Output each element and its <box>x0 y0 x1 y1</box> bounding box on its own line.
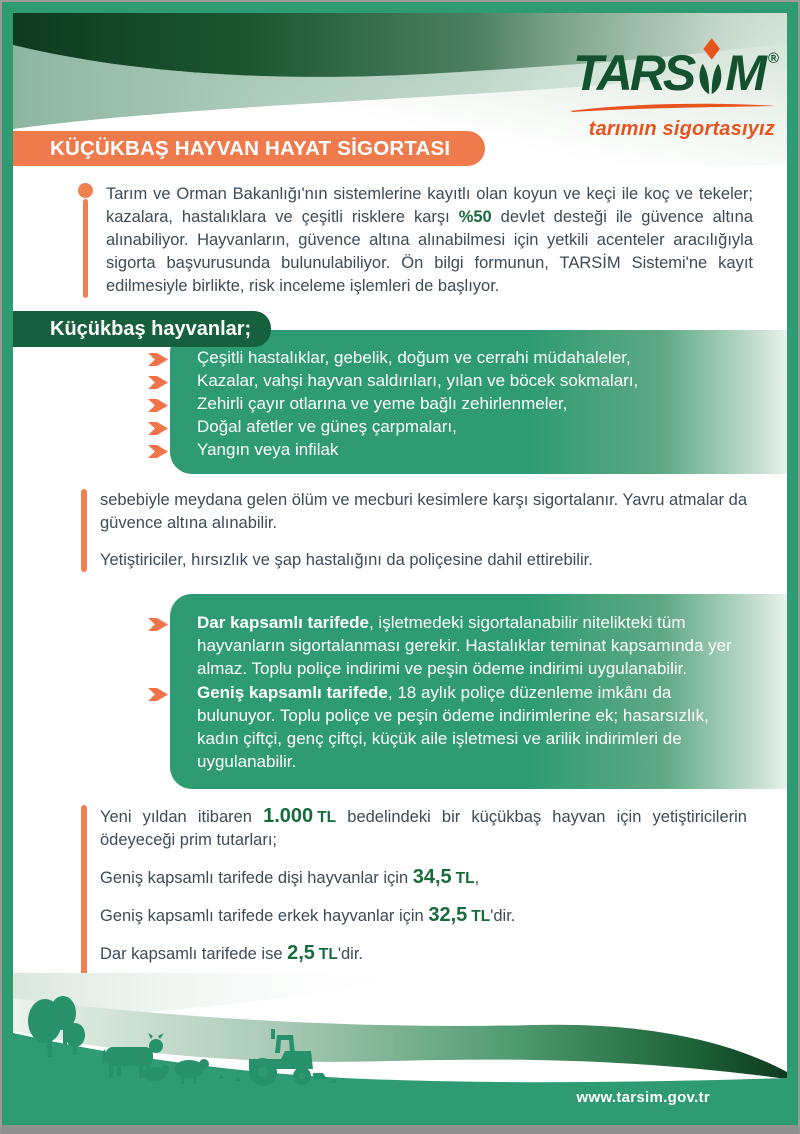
list-item: Doğal afetler ve güneş çarpmaları, <box>197 415 761 438</box>
list-item: Dar kapsamlı tarifede, işletmedeki sigortalanabilir nitelikteki tüm hayvanların sigortalanması gerekir. Hastalıklar teminat kapsamında yer almaz. Toplu poliçe indirimi ve peşin ödeme indirimi uygulanabilir. <box>197 611 751 680</box>
intro-section <box>77 183 753 298</box>
currency-label: TL <box>471 908 491 925</box>
list-item: Geniş kapsamlı tarifede, 18 aylık poliçe düzenleme imkânı da bulunuyor. Toplu poliçe ve peşin ödeme indirimlerine ek; hasarsızlık, kadın çiftçi, genç çiftçi, küçük aile işletmesi ve arilik indirimleri de uygulanabilir. <box>197 681 751 773</box>
logo-swoosh-icon <box>570 102 775 112</box>
brand-tagline: tarımın sigortasıyız <box>588 118 775 140</box>
tariff-name: Geniş kapsamlı tarifede <box>197 683 388 702</box>
premium-amount: 2,5 <box>287 942 315 964</box>
coverage-paragraph: Yetiştiriciler, hırsızlık ve şap hastalığını da poliçesine dahil ettirebilir. <box>100 551 593 569</box>
header-hero <box>13 13 787 165</box>
risk-panel <box>170 330 787 474</box>
coverage-paragraph: sebebiyle meydana gelen ölüm ve mecburi kesimlere karşı sigortalanır. Yavru atmalar da güvence altına alınabilir. <box>100 491 747 532</box>
section-heading-bar: Küçükbaş hayvanlar; <box>13 311 271 347</box>
logo-text-left: TARS <box>572 45 694 101</box>
intro-paragraph: Tarım ve Orman Bakanlığı'nın sistemlerine kayıtlı olan koyun ve keçi ile koç ve tekeler; kazalara, hastalıklara ve çeşitli risklere karşı %50 devlet desteği ile güvence altına alınabiliyor. Hayvanların, güvence altına alınabilmesi için yetkili acenteler aracılığıyla sigorta başvurusunda bulunulabiliyor. Ön bilgi formunun, TARSİM Sistemi'ne kayıt edilmesiyle birlikte, risk inceleme işlemleri de başlıyor. <box>106 185 753 295</box>
page-content <box>13 13 787 1114</box>
bullet-arrow-icon <box>148 373 169 396</box>
bullet-arrow-icon <box>148 396 169 419</box>
premium-amount: 32,5 <box>428 904 468 926</box>
bullet-arrow-icon <box>148 442 169 465</box>
premium-paragraph: Geniş kapsamlı tarifede erkek hayvanlar için 32,5 TL'dir. <box>100 904 516 926</box>
tarsim-leaf-icon <box>696 37 724 97</box>
registered-mark: ® <box>767 50 779 68</box>
page-title: KÜÇÜKBAŞ HAYVAN HAYAT SİGORTASI <box>13 131 485 166</box>
bullet-arrow-icon <box>148 615 169 638</box>
currency-label: TL <box>317 809 337 826</box>
currency-label: TL <box>318 946 338 963</box>
premium-paragraph: Geniş kapsamlı tarifede dişi hayvanlar için 34,5 TL, <box>100 866 480 888</box>
footer <box>13 973 787 1114</box>
pin-icon <box>77 183 93 298</box>
logo-text-right: M <box>725 45 764 101</box>
list-item: Çeşitli hastalıklar, gebelik, doğum ve cerrahi müdahaleler, <box>197 346 761 369</box>
orange-rule <box>81 489 87 572</box>
bullet-arrow-icon <box>148 350 169 373</box>
premium-amount: 1.000 <box>263 805 314 827</box>
list-item: Zehirli çayır otlarına ve yeme bağlı zehirlenmeler, <box>197 392 761 415</box>
list-item: Kazalar, vahşi hayvan saldırıları, yılan ve böcek sokmaları, <box>197 369 761 392</box>
support-rate-highlight: %50 <box>458 208 492 226</box>
tariff-name: Dar kapsamlı tarifede <box>197 613 369 632</box>
coverage-section <box>81 489 747 572</box>
currency-label: TL <box>455 870 475 887</box>
website-url: www.tarsim.gov.tr <box>576 1089 710 1106</box>
bullet-arrow-icon <box>148 685 169 708</box>
tarsim-logo <box>570 37 779 141</box>
premium-paragraph: Yeni yıldan itibaren 1.000 TL bedelindeki bir küçükbaş hayvan için yetiştiricilerin ödeyeceği prim tutarları; <box>100 805 747 849</box>
tariff-panel <box>170 594 787 789</box>
premium-amount: 34,5 <box>412 866 452 888</box>
premium-paragraph: Dar kapsamlı tarifede ise 2,5 TL'dir. <box>100 942 363 964</box>
list-item: Yangın veya infilak <box>197 438 761 461</box>
bullet-arrow-icon <box>148 419 169 442</box>
